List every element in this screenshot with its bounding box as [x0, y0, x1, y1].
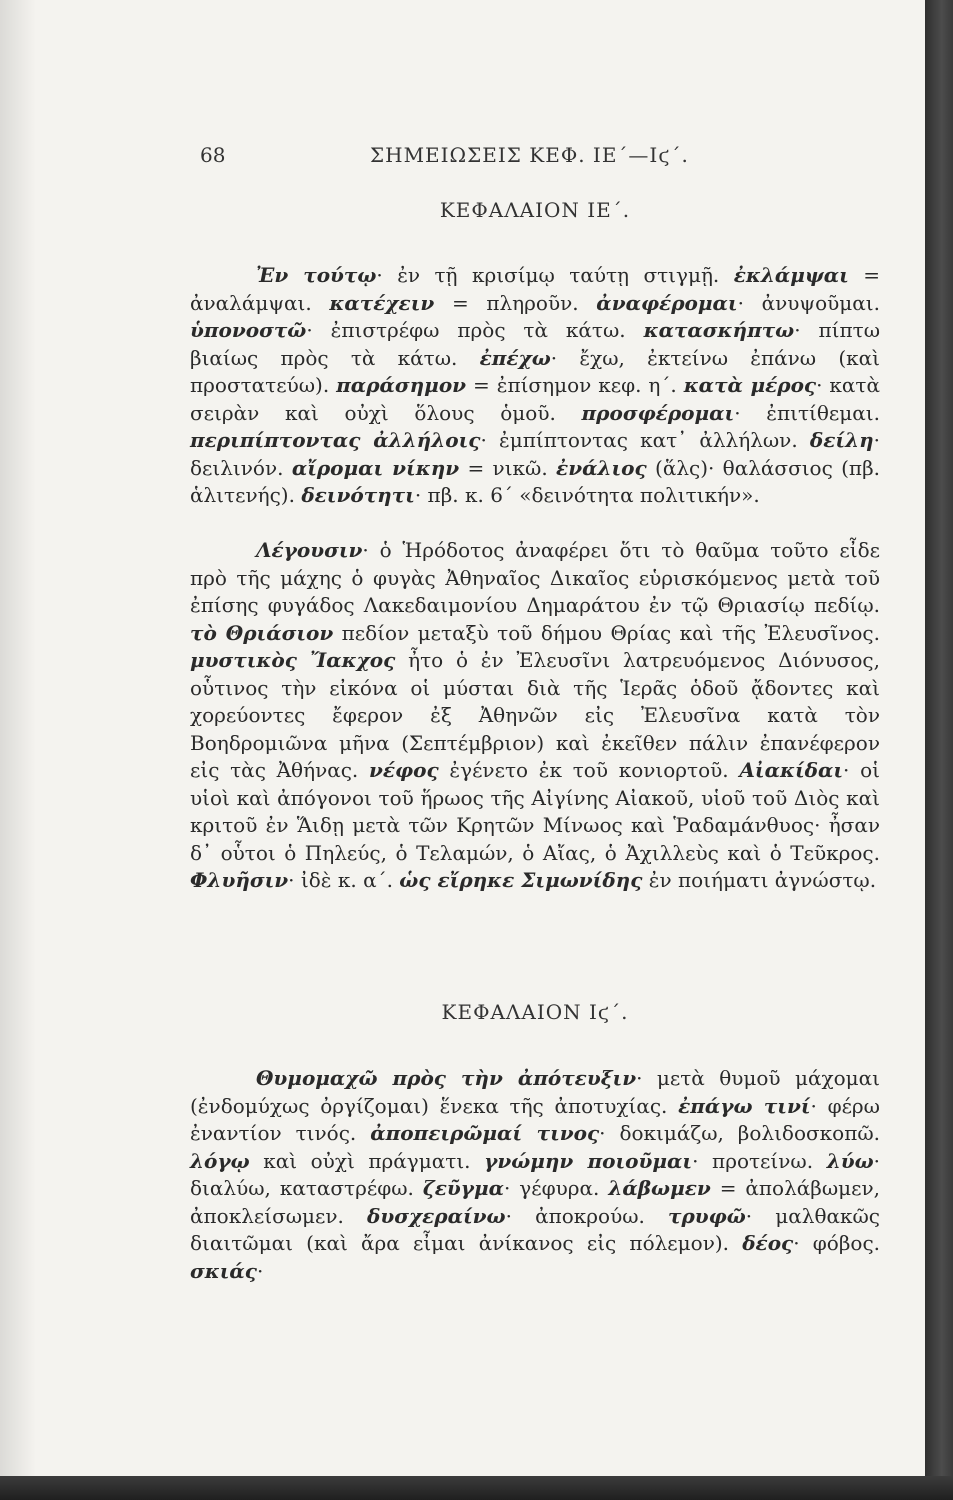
glossary-term: περιπίπτοντας ἀλλήλοις: [190, 428, 481, 452]
glossary-term: ἀναφέρομαι: [596, 290, 738, 315]
glossary-term: λόγῳ: [190, 1148, 250, 1173]
glossary-term: ὡς εἴρηκε Σιμωνίδης: [399, 868, 643, 892]
chapter-15-paragraph-1: [190, 262, 880, 510]
glossary-term: κατέχειν: [329, 290, 435, 315]
running-title: ΣΗΜΕΙΩΣΕΙΣ ΚΕΦ. ΙΕ΄—Ιϛ΄.: [370, 143, 689, 167]
gloss-text: · ὁ Ἡρόδοτος ἀναφέρει ὅτι τὸ θαῦμα τοῦτο εἶδε πρὸ τῆς μάχης ὁ φυγὰς Ἀθηναῖος Δικαῖος εὑρισκόμενος μετὰ τοῦ ἐπίσης φυγάδος Λακεδαιμονίου Δημαράτου ἐν τῷ Θριασίῳ πεδίῳ.: [190, 538, 880, 617]
glossary-term: δεινότητι: [301, 483, 415, 507]
gloss-text: = νικῶ.: [459, 455, 557, 480]
glossary-term: ἀποπειρῶμαί τινος: [370, 1121, 600, 1145]
gloss-text: · ἐπιτίθεμαι.: [734, 400, 880, 425]
gloss-text: · διαλύω, καταστρέφω.: [190, 1148, 880, 1200]
gloss-text: · ἐμπίπτοντας κατ᾽ ἀλλήλων.: [480, 428, 810, 452]
glossary-term: ἐπέχω: [479, 345, 551, 370]
chapter-15-heading: ΚΕΦΑΛΑΙΟΝ ΙΕ΄.: [439, 198, 631, 222]
glossary-term: δέος: [742, 1231, 794, 1255]
glossary-term: αἴρομαι νίκην: [291, 455, 460, 480]
glossary-term: κατασκήπτω: [643, 318, 795, 342]
glossary-term: ἐνάλιος: [556, 455, 647, 480]
glossary-term: δυσχεραίνω: [367, 1203, 506, 1228]
glossary-term: ἐπάγω τινί: [678, 1093, 811, 1118]
page-number: 68: [200, 143, 226, 167]
glossary-term: Φλυῆσιν: [190, 868, 289, 892]
glossary-term: λύω: [826, 1148, 874, 1173]
glossary-term: Αἰακίδαι: [739, 758, 844, 782]
glossary-term: νέφος: [369, 758, 439, 782]
glossary-term: τρυφῶ: [668, 1203, 746, 1228]
gloss-text: πεδίον μεταξὺ τοῦ δήμου Θρίας καὶ τῆς Ἐλευσῖνος.: [333, 620, 880, 645]
gloss-text: · πίπτω βιαίως πρὸς τὰ κάτω.: [190, 318, 881, 370]
gloss-text: ἐγένετο ἐκ τοῦ κονιορτοῦ.: [438, 758, 740, 782]
glossary-term: ἐκλάμψαι: [733, 263, 849, 287]
gloss-text: · γέφυρα.: [503, 1176, 609, 1200]
gloss-text: · μαλθακῶς διαιτῶμαι (καὶ ἄρα εἶμαι ἀνίκανος εἰς πόλεμον).: [190, 1203, 881, 1255]
gloss-text: · κατὰ σειρὰν καὶ οὐχὶ ὅλους ὁμοῦ.: [190, 373, 880, 425]
page-bottom-shadow: [0, 1476, 953, 1500]
gloss-text: ἐν ποιήματι ἀγνώστῳ.: [642, 868, 877, 892]
glossary-term: σκιάς: [190, 1258, 257, 1283]
gloss-text: (ἅλς)· θαλάσσιος (πβ. ἁλιτενής).: [190, 455, 880, 507]
glossary-term: Λέγουσιν: [256, 538, 363, 562]
gloss-text: = ἀπολάβωμεν, ἀποκλείσωμεν.: [190, 1176, 881, 1228]
glossary-term: τὸ Θριάσιον: [190, 620, 334, 645]
glossary-term: ζεῦγμα: [422, 1176, 504, 1200]
gloss-text: · μετὰ θυμοῦ μάχομαι (ἐνδομύχως ὀργίζομαι) ἕνεκα τῆς ἀποτυχίας.: [190, 1066, 880, 1118]
gloss-text: ἦτο ὁ ἐν Ἐλευσῖνι λατρευόμενος Διόνυσος, οὗτινος τὴν εἰκόνα οἱ μύσται διὰ τῆς Ἱερᾶς ὁδοῦ ᾄδοντες καὶ χορεύοντες ἔφερον ἐξ Ἀθηνῶν εἰς Ἐλευσῖνα κατὰ τὸν Βοηδρομιῶνα μῆνα (Σεπτέμβριον) καὶ ἐκεῖθεν πάλιν ἐπανέφερον εἰς τὰς Ἀθήνας.: [190, 648, 880, 782]
chapter-16-heading: ΚΕΦΑΛΑΙΟΝ Ιϛ΄.: [441, 1000, 629, 1024]
gloss-text: · ἀνυψοῦμαι.: [737, 290, 880, 315]
gloss-text: · ἐν τῇ κρισίμῳ ταύτῃ στιγμῇ.: [376, 263, 734, 287]
gloss-text: ·: [256, 1258, 264, 1283]
gloss-text: · πβ. κ. 6΄ «δεινότητα πολιτικήν».: [414, 483, 760, 507]
gloss-text: · φέρω ἐναντίον τινός.: [190, 1093, 880, 1145]
gloss-text: · φόβος.: [793, 1231, 880, 1255]
gloss-text: · προτείνω.: [692, 1148, 827, 1173]
gloss-text: = πληροῦν.: [434, 290, 597, 315]
glossary-term: δείλη: [809, 428, 874, 452]
page-edge-shadow: [925, 0, 953, 1500]
glossary-term: Ἐν τούτῳ: [256, 263, 377, 287]
gloss-text: · δοκιμάζω, βολιδοσκοπῶ.: [599, 1121, 881, 1145]
glossary-term: ὑπονοστῶ: [190, 318, 307, 342]
glossary-term: λάβωμεν: [608, 1176, 711, 1200]
gloss-text: · δειλινόν.: [190, 428, 881, 480]
glossary-term: γνώμην ποιοῦμαι: [484, 1148, 693, 1173]
chapter-15-paragraph-2: [190, 537, 880, 895]
binding-shadow: [0, 0, 36, 1476]
glossary-term: παράσημον: [336, 373, 467, 397]
glossary-term: προσφέρομαι: [581, 400, 735, 425]
gloss-text: · ἀποκρούω.: [505, 1203, 669, 1228]
glossary-term: μυστικὸς Ἴακχος: [190, 648, 396, 672]
running-head: [200, 143, 890, 173]
gloss-text: · ἰδὲ κ. α΄.: [288, 868, 400, 892]
gloss-text: · ἐπιστρέφω πρὸς τὰ κάτω.: [306, 318, 644, 342]
gloss-text: = ἐπίσημον κεφ. η΄.: [466, 373, 684, 397]
gloss-text: · ἔχω, ἐκτείνω ἐπάνω (καὶ προστατεύω).: [190, 345, 880, 397]
chapter-16-paragraph-1: [190, 1065, 880, 1285]
gloss-text: καὶ οὐχὶ πράγματι.: [249, 1148, 485, 1173]
gloss-text: = ἀναλάμψαι.: [190, 263, 880, 315]
glossary-term: Θυμομαχῶ πρὸς τὴν ἀπότευξιν: [256, 1066, 637, 1090]
glossary-term: κατὰ μέρος: [683, 373, 817, 397]
gloss-text: · οἱ υἱοὶ καὶ ἀπόγονοι τοῦ ἥρωος τῆς Αἰγίνης Αἰακοῦ, υἱοῦ τοῦ Διὸς καὶ κριτοῦ ἐν Ἅιδῃ μετὰ τῶν Κρητῶν Μίνωος καὶ Ῥαδαμάνθυος· ἦσαν δ᾽ οὗτοι ὁ Πηλεύς, ὁ Τελαμών, ὁ Αἴας, ὁ Ἀχιλλεὺς καὶ ὁ Τεῦκρος.: [190, 758, 881, 865]
